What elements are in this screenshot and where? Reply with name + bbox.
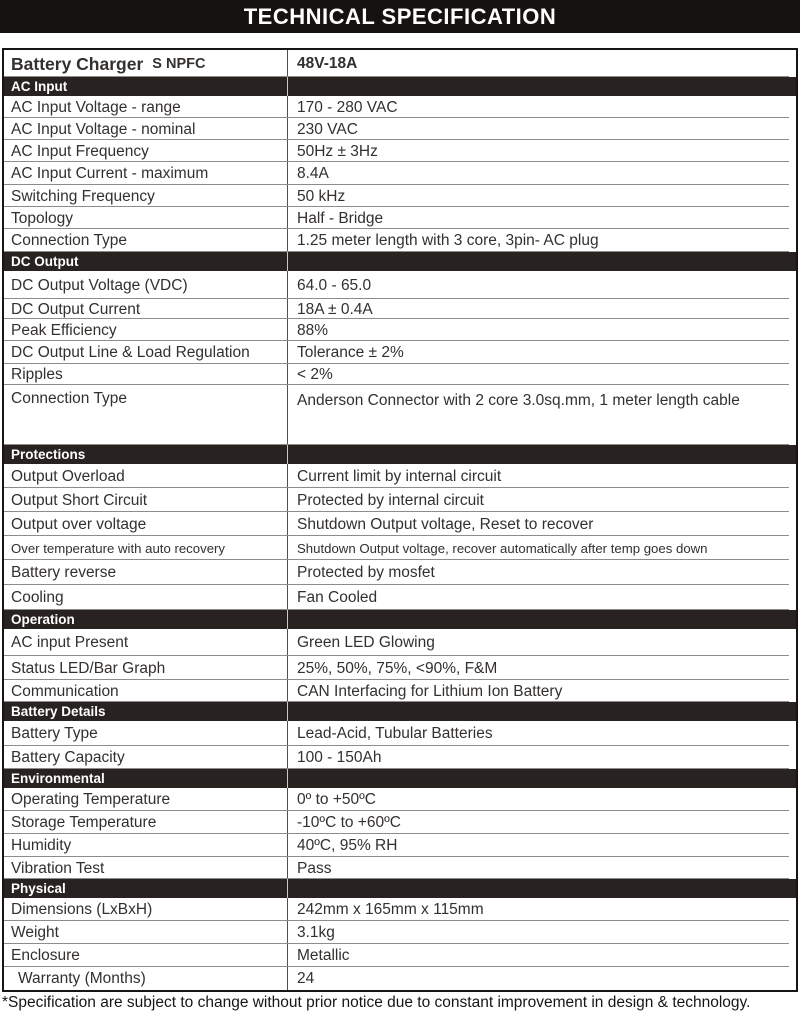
spec-row [4,118,796,140]
spec-value: 50Hz ± 3Hz [297,142,378,160]
spec-label: Storage Temperature [4,811,288,834]
spec-row [4,536,796,560]
spec-label: Enclosure [4,944,288,967]
spec-row [4,271,796,299]
spec-value: 25%, 50%, 75%, <90%, F&M [297,659,498,677]
page-title-text: TECHNICAL SPECIFICATION [243,3,557,29]
page-title [0,0,800,33]
spec-label: Status LED/Bar Graph [4,656,288,680]
section-title: Operation [11,612,75,627]
spec-label: Ripples [4,364,288,385]
spec-row [4,629,796,656]
spec-row [4,857,796,879]
spec-value: Protected by internal circuit [297,491,484,509]
spec-row [4,229,796,252]
spec-value: < 2% [297,366,333,384]
spec-label: Output over voltage [4,512,288,536]
spec-value: Shutdown Output voltage, recover automatically after temp goes down [297,540,708,556]
spec-label: AC input Present [4,629,288,656]
section-header-protections [4,445,796,464]
spec-label: DC Output Current [4,299,288,319]
spec-value: 8.4A [297,165,329,183]
spec-value: Metallic [297,947,350,965]
spec-row [4,967,796,990]
spec-row [4,512,796,536]
spec-row [4,341,796,364]
spec-row [4,834,796,857]
section-header-dc-output [4,252,796,271]
spec-row [4,385,796,445]
spec-value: 170 - 280 VAC [297,98,398,116]
spec-label: AC Input Voltage - range [4,96,288,118]
spec-value: 88% [297,321,329,339]
spec-label: Operating Temperature [4,788,288,811]
spec-label: Dimensions (LxBxH) [4,898,288,921]
spec-row [4,585,796,610]
section-title: Environmental [11,771,105,786]
spec-value: Lead-Acid, Tubular Batteries [297,725,493,743]
spec-value: 230 VAC [297,120,358,138]
spec-value: Tolerance ± 2% [297,344,404,362]
spec-label: Weight [4,921,288,944]
spec-label: Connection Type [4,229,288,252]
spec-row [4,207,796,229]
spec-label: AC Input Current - maximum [4,162,288,185]
spec-label: Humidity [4,834,288,857]
section-header-environmental [4,769,796,788]
spec-label: Peak Efficiency [4,319,288,341]
spec-value: CAN Interfacing for Lithium Ion Battery [297,682,563,700]
spec-value: Pass [297,859,332,877]
spec-row [4,788,796,811]
section-title: DC Output [11,254,79,269]
spec-value: Protected by mosfet [297,564,435,582]
spec-label: Output Overload [4,464,288,488]
model-cell: 48V-18A [297,55,358,73]
section-title: Protections [11,447,86,462]
spec-row [4,140,796,162]
spec-value: 0º to +50ºC [297,791,376,809]
product-name: Battery Charger [11,53,144,74]
spec-value: Current limit by internal circuit [297,467,502,485]
spec-value: Half - Bridge [297,209,384,227]
spec-row [4,898,796,921]
spec-row [4,811,796,834]
spec-label: Battery Type [4,721,288,746]
spec-row [4,364,796,385]
spec-label: DC Output Voltage (VDC) [4,271,288,299]
spec-row [4,185,796,207]
product-cell [4,50,288,77]
spec-row [4,560,796,585]
spec-label: Cooling [4,585,288,610]
spec-value: 242mm x 165mm x 115mm [297,901,484,919]
section-header-operation [4,610,796,629]
spec-label: Warranty (Months) [4,967,288,990]
spec-label: DC Output Line & Load Regulation [4,341,288,364]
section-header-battery-details [4,702,796,721]
spec-value: 100 - 150Ah [297,749,382,767]
spec-row [4,488,796,512]
spec-label: Communication [4,680,288,702]
spec-value: Fan Cooled [297,589,378,607]
spec-row [4,656,796,680]
spec-label: Battery reverse [4,560,288,585]
spec-label: Switching Frequency [4,185,288,207]
spec-row [4,746,796,769]
table-header-row [4,50,796,77]
spec-row [4,721,796,746]
spec-table [2,48,798,992]
spec-value: 40ºC, 95% RH [297,837,398,855]
spec-label: Output Short Circuit [4,488,288,512]
spec-label: Over temperature with auto recovery [4,536,288,560]
spec-label: Vibration Test [4,857,288,879]
spec-value: 18A ± 0.4A [297,300,373,318]
spec-label: AC Input Voltage - nominal [4,118,288,140]
section-title: Battery Details [11,704,106,719]
spec-row [4,96,796,118]
spec-row [4,921,796,944]
spec-value: 1.25 meter length with 3 core, 3pin- AC plug [297,232,599,250]
spec-value: 50 kHz [297,187,346,205]
spec-value: -10ºC to +60ºC [297,814,401,832]
spec-label: AC Input Frequency [4,140,288,162]
section-title: Physical [11,881,66,896]
spec-label: Connection Type [4,385,288,445]
section-header-ac-input [4,77,796,96]
section-header-physical [4,879,796,898]
product-variant: S NPFC [152,55,206,72]
footnote: *Specification are subject to change without prior notice due to constant improvement in design & technology. [2,994,751,1011]
spec-row [4,162,796,185]
spec-row [4,464,796,488]
spec-label: Topology [4,207,288,229]
spec-row [4,944,796,967]
section-title: AC Input [11,79,68,94]
spec-value: 3.1kg [297,924,335,942]
spec-row [4,680,796,702]
spec-row [4,319,796,341]
spec-value: 64.0 - 65.0 [297,276,372,294]
spec-value: Shutdown Output voltage, Reset to recover [297,515,594,533]
spec-label: Battery Capacity [4,746,288,769]
spec-value: 24 [297,970,315,988]
spec-value: Green LED Glowing [297,634,435,652]
spec-value: Anderson Connector with 2 core 3.0sq.mm, 1 meter length cable [297,392,740,409]
spec-row [4,299,796,319]
